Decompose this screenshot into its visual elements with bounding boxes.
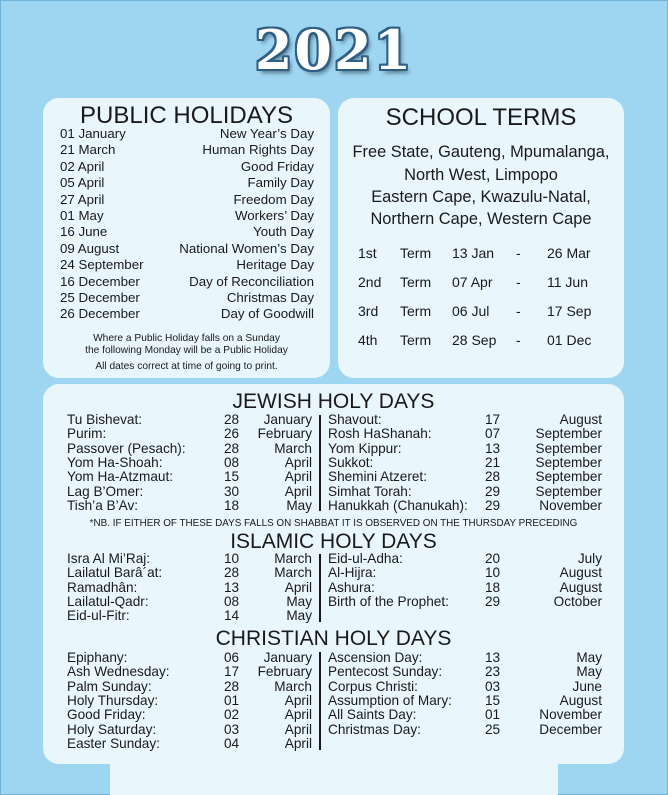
holy-day-name: Yom Ha-Shoah: bbox=[67, 454, 163, 470]
holy-day-name: Eid-ul-Fitr: bbox=[67, 608, 130, 624]
holy-day-row bbox=[67, 427, 312, 441]
holy-day-name: Epiphany: bbox=[67, 650, 128, 665]
holy-day-name: Corpus Christi: bbox=[328, 678, 418, 694]
holy-day-name: Good Friday: bbox=[67, 707, 146, 723]
holiday-date: 21 March bbox=[60, 142, 116, 158]
holiday-name: Human Rights Day bbox=[202, 142, 314, 158]
school-region: Northern Cape, Western Cape bbox=[370, 210, 592, 228]
holy-day-month: March bbox=[274, 565, 312, 581]
holy-day-day: 20 bbox=[485, 551, 501, 566]
holy-day-row bbox=[328, 723, 602, 737]
holy-day-name: Ashura: bbox=[328, 579, 375, 595]
holiday-row bbox=[60, 306, 314, 322]
term-start: 07 Apr bbox=[452, 274, 493, 290]
holy-day-day: 13 bbox=[485, 650, 501, 665]
holiday-date: 24 September bbox=[60, 257, 144, 273]
term-ordinal: 3rd bbox=[358, 303, 379, 319]
holy-day-day: 28 bbox=[224, 678, 240, 694]
holy-day-row bbox=[67, 694, 312, 708]
school-region: North West, Limpopo bbox=[404, 166, 558, 184]
holiday-date: 01 May bbox=[60, 208, 104, 223]
holy-day-row bbox=[67, 485, 312, 499]
holy-day-name: Ramadhân: bbox=[67, 579, 138, 595]
holy-day-month: April bbox=[284, 692, 312, 708]
holy-day-month: December bbox=[539, 721, 602, 737]
term-row bbox=[338, 243, 624, 263]
term-label: Term bbox=[400, 245, 432, 261]
holy-day-name: All Saints Day: bbox=[328, 707, 417, 723]
holy-day-month: April bbox=[284, 454, 312, 470]
holiday-row bbox=[60, 274, 314, 290]
year-title: 2021 bbox=[254, 18, 414, 82]
term-dash: - bbox=[516, 274, 521, 290]
holy-day-month: April bbox=[284, 721, 312, 737]
holy-day-name: Isra Al Mi’Raj: bbox=[67, 551, 151, 566]
holy-day-day: 01 bbox=[485, 707, 501, 723]
holy-day-row bbox=[328, 499, 602, 513]
holiday-name: National Women’s Day bbox=[179, 240, 314, 256]
holy-day-month: July bbox=[577, 551, 602, 566]
holy-day-row bbox=[67, 413, 312, 427]
holy-day-row bbox=[328, 485, 602, 499]
holy-day-row bbox=[67, 708, 312, 722]
term-label: Term bbox=[400, 303, 432, 319]
term-dash: - bbox=[516, 332, 521, 348]
holy-day-month: November bbox=[539, 707, 602, 723]
holiday-row bbox=[60, 126, 314, 142]
islamic-title: ISLAMIC HOLY DAYS bbox=[230, 530, 437, 553]
term-label: Term bbox=[400, 274, 432, 290]
holy-day-month: August bbox=[559, 579, 602, 595]
term-end: 11 Jun bbox=[547, 274, 588, 290]
holiday-row bbox=[60, 159, 314, 175]
holy-day-month: March bbox=[274, 678, 312, 694]
holy-day-day: 30 bbox=[224, 483, 240, 499]
holy-day-day: 10 bbox=[485, 565, 501, 581]
holy-day-month: June bbox=[572, 678, 602, 694]
column-divider bbox=[319, 652, 321, 750]
holy-day-row bbox=[328, 665, 602, 679]
holy-day-day: 14 bbox=[224, 608, 240, 624]
holy-day-row bbox=[67, 499, 312, 513]
holy-day-day: 03 bbox=[224, 721, 240, 737]
holy-day-month: May bbox=[576, 650, 602, 665]
holiday-date: 16 December bbox=[60, 273, 140, 289]
holy-day-month: January bbox=[263, 412, 312, 427]
term-start: 06 Jul bbox=[452, 303, 490, 319]
holy-day-day: 17 bbox=[485, 412, 501, 427]
holy-day-day: 17 bbox=[224, 664, 240, 680]
holy-day-row bbox=[328, 427, 602, 441]
holy-day-name: Hanukkah (Chanukah): bbox=[328, 497, 468, 513]
holy-day-month: March bbox=[274, 551, 312, 566]
holy-day-name: Al-Hijra: bbox=[328, 565, 377, 581]
holy-day-name: Ash Wednesday: bbox=[67, 664, 170, 680]
holy-day-month: April bbox=[284, 483, 312, 499]
holy-day-month: May bbox=[286, 593, 312, 609]
holy-day-day: 28 bbox=[224, 440, 240, 456]
holiday-name: Day of Reconciliation bbox=[189, 273, 314, 289]
holiday-name: Workers’ Day bbox=[234, 208, 314, 223]
school-region: Eastern Cape, Kwazulu-Natal, bbox=[371, 188, 591, 206]
holy-day-name: Christmas Day: bbox=[328, 721, 421, 737]
school-terms-title: SCHOOL TERMS bbox=[385, 104, 577, 131]
holiday-date: 27 April bbox=[60, 191, 105, 207]
term-label: Term bbox=[400, 332, 432, 348]
holiday-note: the following Monday will be a Public Holiday bbox=[85, 345, 288, 356]
holiday-date: 26 December bbox=[60, 306, 140, 322]
holy-day-name: Lag B’Omer: bbox=[67, 483, 144, 499]
holy-day-row bbox=[328, 552, 602, 566]
holiday-row bbox=[60, 208, 314, 224]
holy-day-name: Yom Kippur: bbox=[328, 440, 402, 456]
holy-day-name: Holy Saturday: bbox=[67, 721, 157, 737]
term-dash: - bbox=[516, 245, 521, 261]
holy-day-row bbox=[67, 552, 312, 566]
holy-day-row bbox=[328, 708, 602, 722]
holy-day-day: 18 bbox=[224, 497, 240, 513]
holy-day-day: 29 bbox=[485, 483, 501, 499]
holy-day-day: 23 bbox=[485, 664, 501, 680]
holy-day-month: January bbox=[263, 650, 312, 665]
holy-day-month: October bbox=[553, 593, 602, 609]
holy-day-row bbox=[67, 470, 312, 484]
holiday-date: 01 January bbox=[60, 126, 126, 141]
holiday-row bbox=[60, 192, 314, 208]
holy-day-row bbox=[328, 680, 602, 694]
holy-day-day: 08 bbox=[224, 593, 240, 609]
holiday-date: 02 April bbox=[60, 158, 105, 174]
holy-day-name: Assumption of Mary: bbox=[328, 692, 452, 708]
term-row bbox=[338, 301, 624, 321]
holy-day-row bbox=[67, 723, 312, 737]
holy-day-row bbox=[67, 456, 312, 470]
holy-day-day: 28 bbox=[224, 412, 240, 427]
school-terms-panel bbox=[338, 98, 624, 378]
holy-day-day: 01 bbox=[224, 692, 240, 708]
holiday-date: 09 August bbox=[60, 240, 120, 256]
holy-day-month: May bbox=[286, 497, 312, 513]
holy-day-name: Pentecost Sunday: bbox=[328, 664, 443, 680]
holy-day-month: April bbox=[284, 735, 312, 751]
holy-day-day: 15 bbox=[485, 692, 501, 708]
holy-day-day: 03 bbox=[485, 678, 501, 694]
holy-day-day: 13 bbox=[224, 579, 240, 595]
christian-title: CHRISTIAN HOLY DAYS bbox=[215, 627, 452, 650]
holiday-name: Family Day bbox=[247, 175, 314, 191]
holy-day-day: 08 bbox=[224, 454, 240, 470]
holy-day-row bbox=[67, 651, 312, 665]
holy-day-row bbox=[328, 651, 602, 665]
term-row bbox=[338, 272, 624, 292]
holy-day-month: April bbox=[284, 707, 312, 723]
holy-day-month: May bbox=[576, 664, 602, 680]
holy-day-name: Tish’a B’Av: bbox=[67, 497, 139, 513]
holy-day-month: February bbox=[257, 426, 312, 442]
holy-day-month: November bbox=[539, 497, 602, 513]
holy-day-row bbox=[67, 665, 312, 679]
holy-day-name: Birth of the Prophet: bbox=[328, 593, 449, 609]
holy-day-day: 26 bbox=[224, 426, 240, 442]
holiday-row bbox=[60, 257, 314, 273]
holy-day-row bbox=[328, 595, 602, 609]
holy-day-row bbox=[328, 581, 602, 595]
holy-day-row bbox=[67, 581, 312, 595]
holiday-disclaimer: All dates correct at time of going to print. bbox=[95, 361, 278, 372]
term-start: 13 Jan bbox=[452, 245, 495, 261]
holiday-name: Freedom Day bbox=[233, 191, 314, 207]
holy-day-day: 07 bbox=[485, 426, 501, 442]
holy-day-month: September bbox=[535, 469, 602, 485]
holy-day-name: Holy Thursday: bbox=[67, 692, 159, 708]
holy-day-row bbox=[328, 694, 602, 708]
school-region: Free State, Gauteng, Mpumalanga, bbox=[352, 143, 610, 161]
holiday-row bbox=[60, 175, 314, 191]
holy-day-month: September bbox=[535, 483, 602, 499]
holiday-date: 16 June bbox=[60, 224, 108, 240]
holy-day-name: Purim: bbox=[67, 426, 107, 442]
holy-day-name: Simhat Torah: bbox=[328, 483, 412, 499]
holy-day-day: 25 bbox=[485, 721, 501, 737]
holy-day-day: 29 bbox=[485, 497, 501, 513]
holy-day-name: Palm Sunday: bbox=[67, 678, 152, 694]
holy-day-month: September bbox=[535, 440, 602, 456]
holy-day-month: September bbox=[535, 454, 602, 470]
term-row bbox=[338, 330, 624, 350]
term-ordinal: 1st bbox=[358, 245, 377, 261]
holy-day-name: Ascension Day: bbox=[328, 650, 423, 665]
holy-day-name: Sukkot: bbox=[328, 454, 374, 470]
column-divider bbox=[319, 554, 321, 622]
holy-day-row bbox=[67, 609, 312, 623]
holy-day-name: Passover (Pesach): bbox=[67, 440, 186, 456]
holy-day-name: Tu Bishevat: bbox=[67, 412, 143, 427]
holiday-name: Day of Goodwill bbox=[220, 306, 314, 322]
term-ordinal: 4th bbox=[358, 332, 378, 348]
holy-day-month: April bbox=[284, 469, 312, 485]
holy-day-name: Rosh HaShanah: bbox=[328, 426, 432, 442]
holy-day-day: 15 bbox=[224, 469, 240, 485]
term-ordinal: 2nd bbox=[358, 274, 382, 290]
holy-day-row bbox=[328, 470, 602, 484]
term-end: 17 Sep bbox=[547, 303, 592, 319]
holiday-name: New Year’s Day bbox=[219, 126, 314, 141]
holy-day-row bbox=[328, 413, 602, 427]
holy-day-day: 28 bbox=[485, 469, 501, 485]
holy-day-month: April bbox=[284, 579, 312, 595]
holy-day-name: Lailatul-Qadr: bbox=[67, 593, 149, 609]
term-end: 26 Mar bbox=[547, 245, 591, 261]
holy-day-row bbox=[67, 680, 312, 694]
holy-day-name: Yom Ha-Atzmaut: bbox=[67, 469, 174, 485]
term-dash: - bbox=[516, 303, 521, 319]
column-divider bbox=[319, 415, 321, 511]
holiday-row bbox=[60, 290, 314, 306]
holy-day-month: March bbox=[274, 440, 312, 456]
holy-days-panel bbox=[43, 384, 624, 764]
holiday-row bbox=[60, 241, 314, 257]
holy-day-row bbox=[328, 442, 602, 456]
term-start: 28 Sep bbox=[452, 332, 497, 348]
public-holidays-title: PUBLIC HOLIDAYS bbox=[80, 102, 293, 129]
holy-day-day: 02 bbox=[224, 707, 240, 723]
holy-day-month: February bbox=[257, 664, 312, 680]
holy-day-day: 04 bbox=[224, 735, 240, 751]
holy-day-day: 13 bbox=[485, 440, 501, 456]
holy-day-row bbox=[328, 456, 602, 470]
holiday-name: Christmas Day bbox=[226, 290, 314, 305]
holy-day-day: 10 bbox=[224, 551, 240, 566]
holy-day-row bbox=[67, 566, 312, 580]
holy-day-row bbox=[67, 737, 312, 751]
holy-day-day: 29 bbox=[485, 593, 501, 609]
holy-day-name: Lailatul Barâ´at: bbox=[67, 565, 163, 581]
holy-day-month: August bbox=[559, 565, 602, 581]
holy-day-row bbox=[328, 566, 602, 580]
stand-base bbox=[110, 764, 558, 795]
holy-day-day: 06 bbox=[224, 650, 240, 665]
shabbat-note: *NB. IF EITHER OF THESE DAYS FALLS ON SHABBAT IT IS OBSERVED ON THE THURSDAY PRECEDING bbox=[89, 518, 578, 529]
holiday-name: Youth Day bbox=[253, 224, 314, 240]
holy-day-day: 21 bbox=[485, 454, 501, 470]
holy-day-name: Eid-ul-Adha: bbox=[328, 551, 403, 566]
holiday-name: Good Friday bbox=[240, 158, 314, 174]
holiday-date: 05 April bbox=[60, 175, 105, 191]
holy-day-month: May bbox=[286, 608, 312, 624]
holiday-note: Where a Public Holiday falls on a Sunday bbox=[93, 333, 280, 344]
term-end: 01 Dec bbox=[547, 332, 592, 348]
holiday-name: Heritage Day bbox=[236, 257, 314, 273]
holy-day-month: August bbox=[559, 412, 602, 427]
holy-day-month: August bbox=[559, 692, 602, 708]
holy-day-name: Shavout: bbox=[328, 412, 382, 427]
holy-day-day: 18 bbox=[485, 579, 501, 595]
jewish-title: JEWISH HOLY DAYS bbox=[232, 390, 435, 413]
holy-day-name: Easter Sunday: bbox=[67, 735, 160, 751]
holiday-row bbox=[60, 142, 314, 158]
holy-day-row bbox=[67, 595, 312, 609]
holiday-row bbox=[60, 224, 314, 240]
holy-day-row bbox=[67, 442, 312, 456]
holiday-date: 25 December bbox=[60, 290, 140, 305]
public-holidays-panel bbox=[43, 98, 330, 378]
holy-day-day: 28 bbox=[224, 565, 240, 581]
holy-day-name: Shemini Atzeret: bbox=[328, 469, 427, 485]
holy-day-month: September bbox=[535, 426, 602, 442]
